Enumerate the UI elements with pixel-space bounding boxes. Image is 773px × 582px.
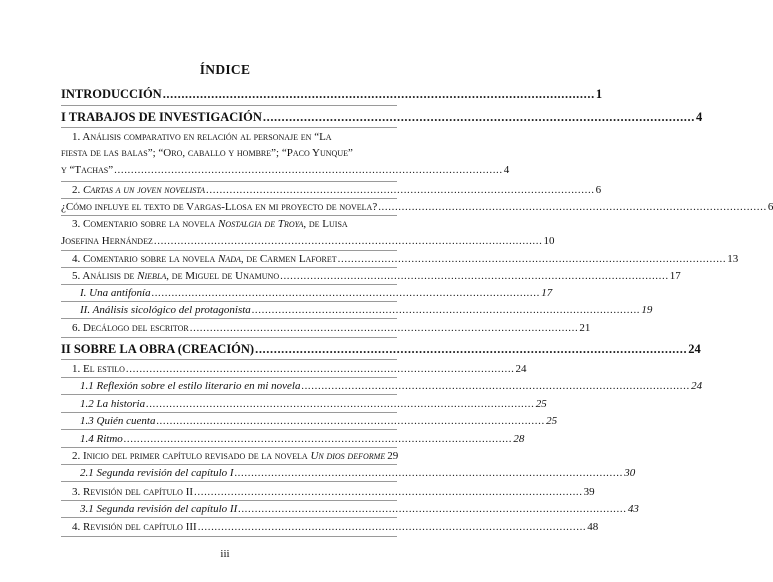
toc-separator xyxy=(61,127,397,128)
toc-dot-leader: .................................................................................................................... xyxy=(146,398,535,410)
toc-separator xyxy=(61,337,397,338)
toc-entry-cartas[interactable] xyxy=(0,182,602,198)
toc-entry-analisis-comparativo[interactable] xyxy=(0,129,510,181)
toc-entry-line: fiesta de las balas”; “Oro, caballo y hombre”; “Paco Yunque” xyxy=(61,147,353,159)
toc-entry-ritmo[interactable] xyxy=(0,431,525,447)
toc-entry-page: 43 xyxy=(627,503,639,515)
toc-dot-leader: .................................................................................................................... xyxy=(162,87,595,101)
toc-entry-page: 25 xyxy=(535,398,547,410)
toc-entry-introduccion[interactable] xyxy=(0,86,603,102)
toc-entry-label: 5. Análisis de xyxy=(72,270,138,282)
toc-entry-page: 21 xyxy=(579,322,591,334)
toc-dot-leader: .................................................................................................................... xyxy=(194,486,583,498)
toc-entry-label: 1.4 Ritmo xyxy=(80,433,123,445)
toc-entry-page: 6 xyxy=(595,184,602,196)
toc-dot-leader: .................................................................................................................... xyxy=(125,363,515,375)
toc-separator xyxy=(61,359,397,360)
toc-entry-label: 4. Comentario sobre la novela xyxy=(72,253,219,265)
toc-dot-leader: .................................................................................................................... xyxy=(378,201,767,213)
toc-dot-leader: .................................................................................................................... xyxy=(189,322,579,334)
toc-entry-label: INTRODUCCIÓN xyxy=(61,87,162,101)
toc-entry-sobre-la-obra[interactable] xyxy=(0,342,701,358)
toc-dot-leader: .................................................................................................................... xyxy=(234,467,624,479)
toc-entry-label: I. Una antifonía xyxy=(80,287,151,299)
toc-entry-reflexion-estilo[interactable] xyxy=(0,378,703,394)
toc-entry-label: 6. Decálogo del escritor xyxy=(72,322,189,334)
toc-entry-revision-cap-iii[interactable] xyxy=(0,519,599,535)
toc-entry-label: 1. El estilo xyxy=(72,363,125,375)
toc-entry-quien-cuenta[interactable] xyxy=(0,413,558,429)
toc-entry-page: 13 xyxy=(727,253,739,265)
toc-entry-label: II SOBRE LA OBRA (CREACIÓN) xyxy=(61,342,255,356)
toc-dot-leader: .................................................................................................................... xyxy=(123,433,513,445)
toc-entry-segunda-revision-cap-i[interactable] xyxy=(0,465,636,481)
toc-entry-page: 10 xyxy=(543,235,555,247)
toc-entry-page: 1 xyxy=(595,87,603,101)
toc-entry-page: 24 xyxy=(688,342,701,356)
toc-entry-label: 1.1 Reflexión sobre el estilo literario en mi novela xyxy=(80,380,301,392)
toc-entry-page: 29 xyxy=(387,450,399,462)
toc-dot-leader: .................................................................................................................... xyxy=(153,235,543,247)
toc-entry-niebla[interactable] xyxy=(0,268,681,284)
toc-entry-label: II. Análisis sicológico del protagonista xyxy=(80,304,251,316)
toc-entry-revision-cap-ii[interactable] xyxy=(0,484,595,500)
toc-dot-leader: .................................................................................................................... xyxy=(197,521,587,533)
toc-entry-page: 24 xyxy=(691,380,703,392)
toc-entry-nada[interactable] xyxy=(0,251,739,267)
toc-entry-book-title: Niebla xyxy=(137,270,167,282)
toc-entry-label: 1.2 La historia xyxy=(80,398,146,410)
toc-entry-line: 1. Análisis comparativo en relación al personaje en “La xyxy=(72,131,332,143)
toc-separator xyxy=(61,536,397,537)
toc-entry-la-historia[interactable] xyxy=(0,396,547,412)
toc-entry-author: , de Miguel de Unamuno xyxy=(166,270,280,282)
toc-dot-leader: .................................................................................................................... xyxy=(206,184,595,196)
toc-entry-label: 2. Inicio del primer capítulo revisado de la novela xyxy=(72,450,311,462)
toc-dot-leader: .................................................................................................................... xyxy=(280,270,669,282)
toc-entry-analisis-sicologico[interactable] xyxy=(0,302,653,318)
toc-entry-page: 4 xyxy=(695,110,703,124)
toc-entry-page: 28 xyxy=(513,433,525,445)
toc-entry-book-title: Nada xyxy=(218,253,241,265)
toc-entry-page: 17 xyxy=(541,287,553,299)
toc-entry-inicio-primer-capitulo[interactable] xyxy=(0,448,450,464)
toc-separator xyxy=(61,429,397,430)
toc-entry-label: ¿Cómo influye el texto de Vargas-Llosa en mi proyecto de novela? xyxy=(61,201,378,213)
toc-entry-decalogo[interactable] xyxy=(0,319,591,335)
toc-entry-line: , de Luisa xyxy=(303,218,348,230)
toc-entry-page: 19 xyxy=(641,304,653,316)
toc-entry-label: 3.1 Segunda revisión del capítulo II xyxy=(80,503,238,515)
toc-entry-label: Cartas a un joven novelista xyxy=(83,184,206,196)
toc-entry-label: 3. Revisión del capítulo II xyxy=(72,486,194,498)
toc-dot-leader: .................................................................................................................... xyxy=(255,342,688,356)
toc-separator xyxy=(61,517,397,518)
toc-entry-trabajos-investigacion[interactable] xyxy=(0,110,703,126)
toc-entry-label: 2.1 Segunda revisión del capítulo I xyxy=(80,467,234,479)
page-number: iii xyxy=(220,548,230,560)
toc-entry-book-title: Un dios deforme xyxy=(310,450,386,462)
toc-dot-leader: .................................................................................................................... xyxy=(151,287,541,299)
toc-entry-page: 25 xyxy=(546,415,558,427)
toc-entry-page: 24 xyxy=(515,363,527,375)
toc-dot-leader: .................................................................................................................... xyxy=(251,304,641,316)
toc-dot-leader: .................................................................................................................... xyxy=(337,253,727,265)
toc-entry-page: 39 xyxy=(583,486,595,498)
toc-entry-page: 6 xyxy=(767,201,773,213)
toc-entry-author: , de Carmen Laforet xyxy=(240,253,337,265)
toc-entry-page: 17 xyxy=(669,270,681,282)
toc-entry-page: 48 xyxy=(587,521,599,533)
toc-entry-page: 4 xyxy=(503,164,510,176)
toc-entry-como-influye[interactable] xyxy=(0,199,773,215)
toc-entry-line: 3. Comentario sobre la novela xyxy=(72,218,219,230)
toc-entry-label: 1.3 Quién cuenta xyxy=(80,415,156,427)
toc-separator xyxy=(61,394,397,395)
toc-entry-el-estilo[interactable] xyxy=(0,361,527,377)
toc-entry-book-title: Nostalgia de Troya xyxy=(218,218,304,230)
toc-separator xyxy=(61,481,397,482)
toc-entry-page: 30 xyxy=(624,467,636,479)
toc-entry-label: y “Tachas” xyxy=(61,164,114,176)
toc-entry-segunda-revision-cap-ii[interactable] xyxy=(0,501,639,517)
toc-entry-label: Josefina Hernández xyxy=(61,235,153,247)
toc-entry-antifonia[interactable] xyxy=(0,285,553,301)
toc-dot-leader: .................................................................................................................... xyxy=(114,164,503,176)
toc-entry-number: 2. xyxy=(72,184,83,196)
toc-dot-leader: .................................................................................................................... xyxy=(156,415,546,427)
toc-entry-label: 4. Revisión del capítulo III xyxy=(72,521,197,533)
toc-entry-label: I TRABAJOS DE INVESTIGACIÓN xyxy=(61,110,262,124)
page-title: ÍNDICE xyxy=(199,62,251,77)
toc-dot-leader: .................................................................................................................... xyxy=(238,503,627,515)
toc-dot-leader: .................................................................................................................... xyxy=(301,380,691,392)
toc-separator xyxy=(61,105,397,106)
toc-entry-nostalgia-de-troya[interactable] xyxy=(0,216,555,251)
toc-dot-leader: .................................................................................................................... xyxy=(262,110,695,124)
